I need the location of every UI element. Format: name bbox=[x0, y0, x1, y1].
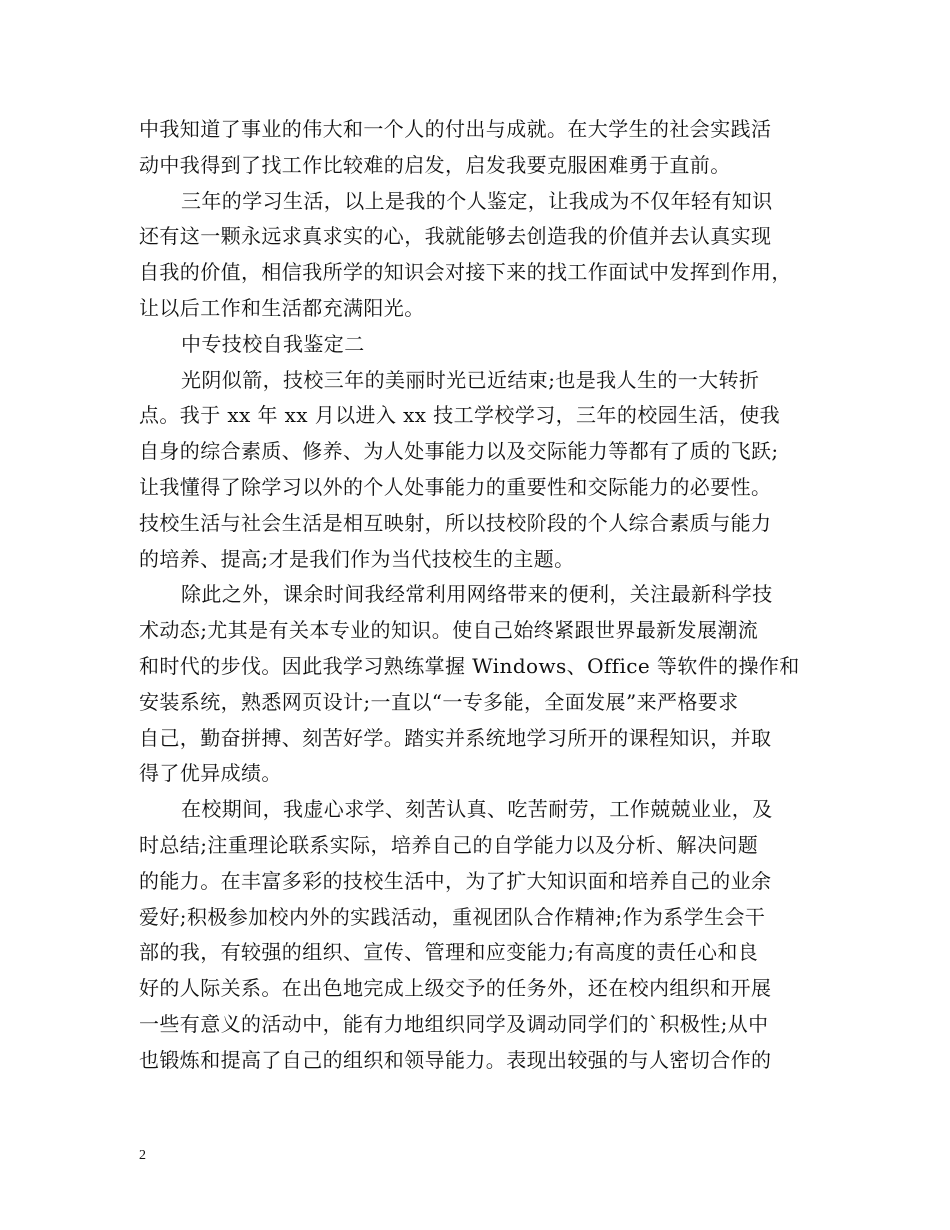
text-line: 技校生活与社会生活是相互映射，所以技校阶段的个人综合素质与能力 bbox=[139, 510, 772, 535]
text-line: 自身的综合素质、修养、为人处事能力以及交际能力等都有了质的飞跃; bbox=[139, 439, 779, 464]
text-line: 得了优异成绩。 bbox=[139, 761, 282, 786]
text-line: 还有这一颗永远求真求实的心，我就能够去创造我的价值并去认真实现 bbox=[139, 224, 772, 249]
text-line: 点。我于 xx 年 xx 月以进入 xx 技工学校学习，三年的校园生活，使我 bbox=[139, 403, 781, 428]
text-line: 的培养、提高;才是我们作为当代技校生的主题。 bbox=[139, 546, 575, 571]
text-line: 好的人际关系。在出色地完成上级交予的任务外，还在校内组织和开展 bbox=[139, 976, 772, 1001]
text-line: 安装系统，熟悉网页设计;一直以“一专多能，全面发展”来严格要求 bbox=[139, 689, 739, 714]
text-line: 术动态;尤其是有关本专业的知识。使自己始终紧跟世界最新发展潮流 bbox=[139, 618, 759, 643]
text-line: 爱好;积极参加校内外的实践活动，重视团队合作精神;作为系学生会干 bbox=[139, 904, 766, 929]
text-line: 部的我，有较强的组织、宣传、管理和应变能力;有高度的责任心和良 bbox=[139, 940, 759, 965]
text-line: 光阴似箭，技校三年的美丽时光已近结束;也是我人生的一大转折 bbox=[181, 367, 760, 392]
text-line: 和时代的步伐。因此我学习熟练掌握 Windows、Office 等软件的操作和 bbox=[139, 653, 800, 678]
text-line: 也锻炼和提高了自己的组织和领导能力。表现出较强的与人密切合作的 bbox=[139, 1047, 772, 1072]
text-line: 让以后工作和生活都充满阳光。 bbox=[139, 295, 425, 320]
text-line: 中专技校自我鉴定二 bbox=[181, 331, 365, 356]
body-text bbox=[139, 112, 819, 1079]
text-line: 除此之外，课余时间我经常利用网络带来的便利，关注最新科学技 bbox=[181, 582, 773, 607]
text-line: 自我的价值，相信我所学的知识会对接下来的找工作面试中发挥到作用， bbox=[139, 260, 792, 285]
text-line: 动中我得到了找工作比较难的启发，启发我要克服困难勇于直前。 bbox=[139, 152, 731, 177]
text-line: 时总结;注重理论联系实际，培养自己的自学能力以及分析、解决问题 bbox=[139, 832, 759, 857]
text-line: 三年的学习生活，以上是我的个人鉴定，让我成为不仅年轻有知识 bbox=[181, 188, 773, 213]
text-line: 让我懂得了除学习以外的个人处事能力的重要性和交际能力的必要性。 bbox=[139, 474, 772, 499]
text-line: 中我知道了事业的伟大和一个人的付出与成就。在大学生的社会实践活 bbox=[139, 117, 772, 141]
text-line: 一些有意义的活动中，能有力地组织同学及调动同学们的`积极性;从中 bbox=[139, 1011, 769, 1036]
text-line: 在校期间，我虚心求学、刻苦认真、吃苦耐劳，工作兢兢业业，及 bbox=[181, 797, 773, 822]
text-line: 自己，勤奋拼搏、刻苦好学。踏实并系统地学习所开的课程知识，并取 bbox=[139, 725, 772, 750]
page-number: 2 bbox=[139, 1148, 146, 1163]
text-line: 的能力。在丰富多彩的技校生活中，为了扩大知识面和培养自己的业余 bbox=[139, 868, 772, 893]
